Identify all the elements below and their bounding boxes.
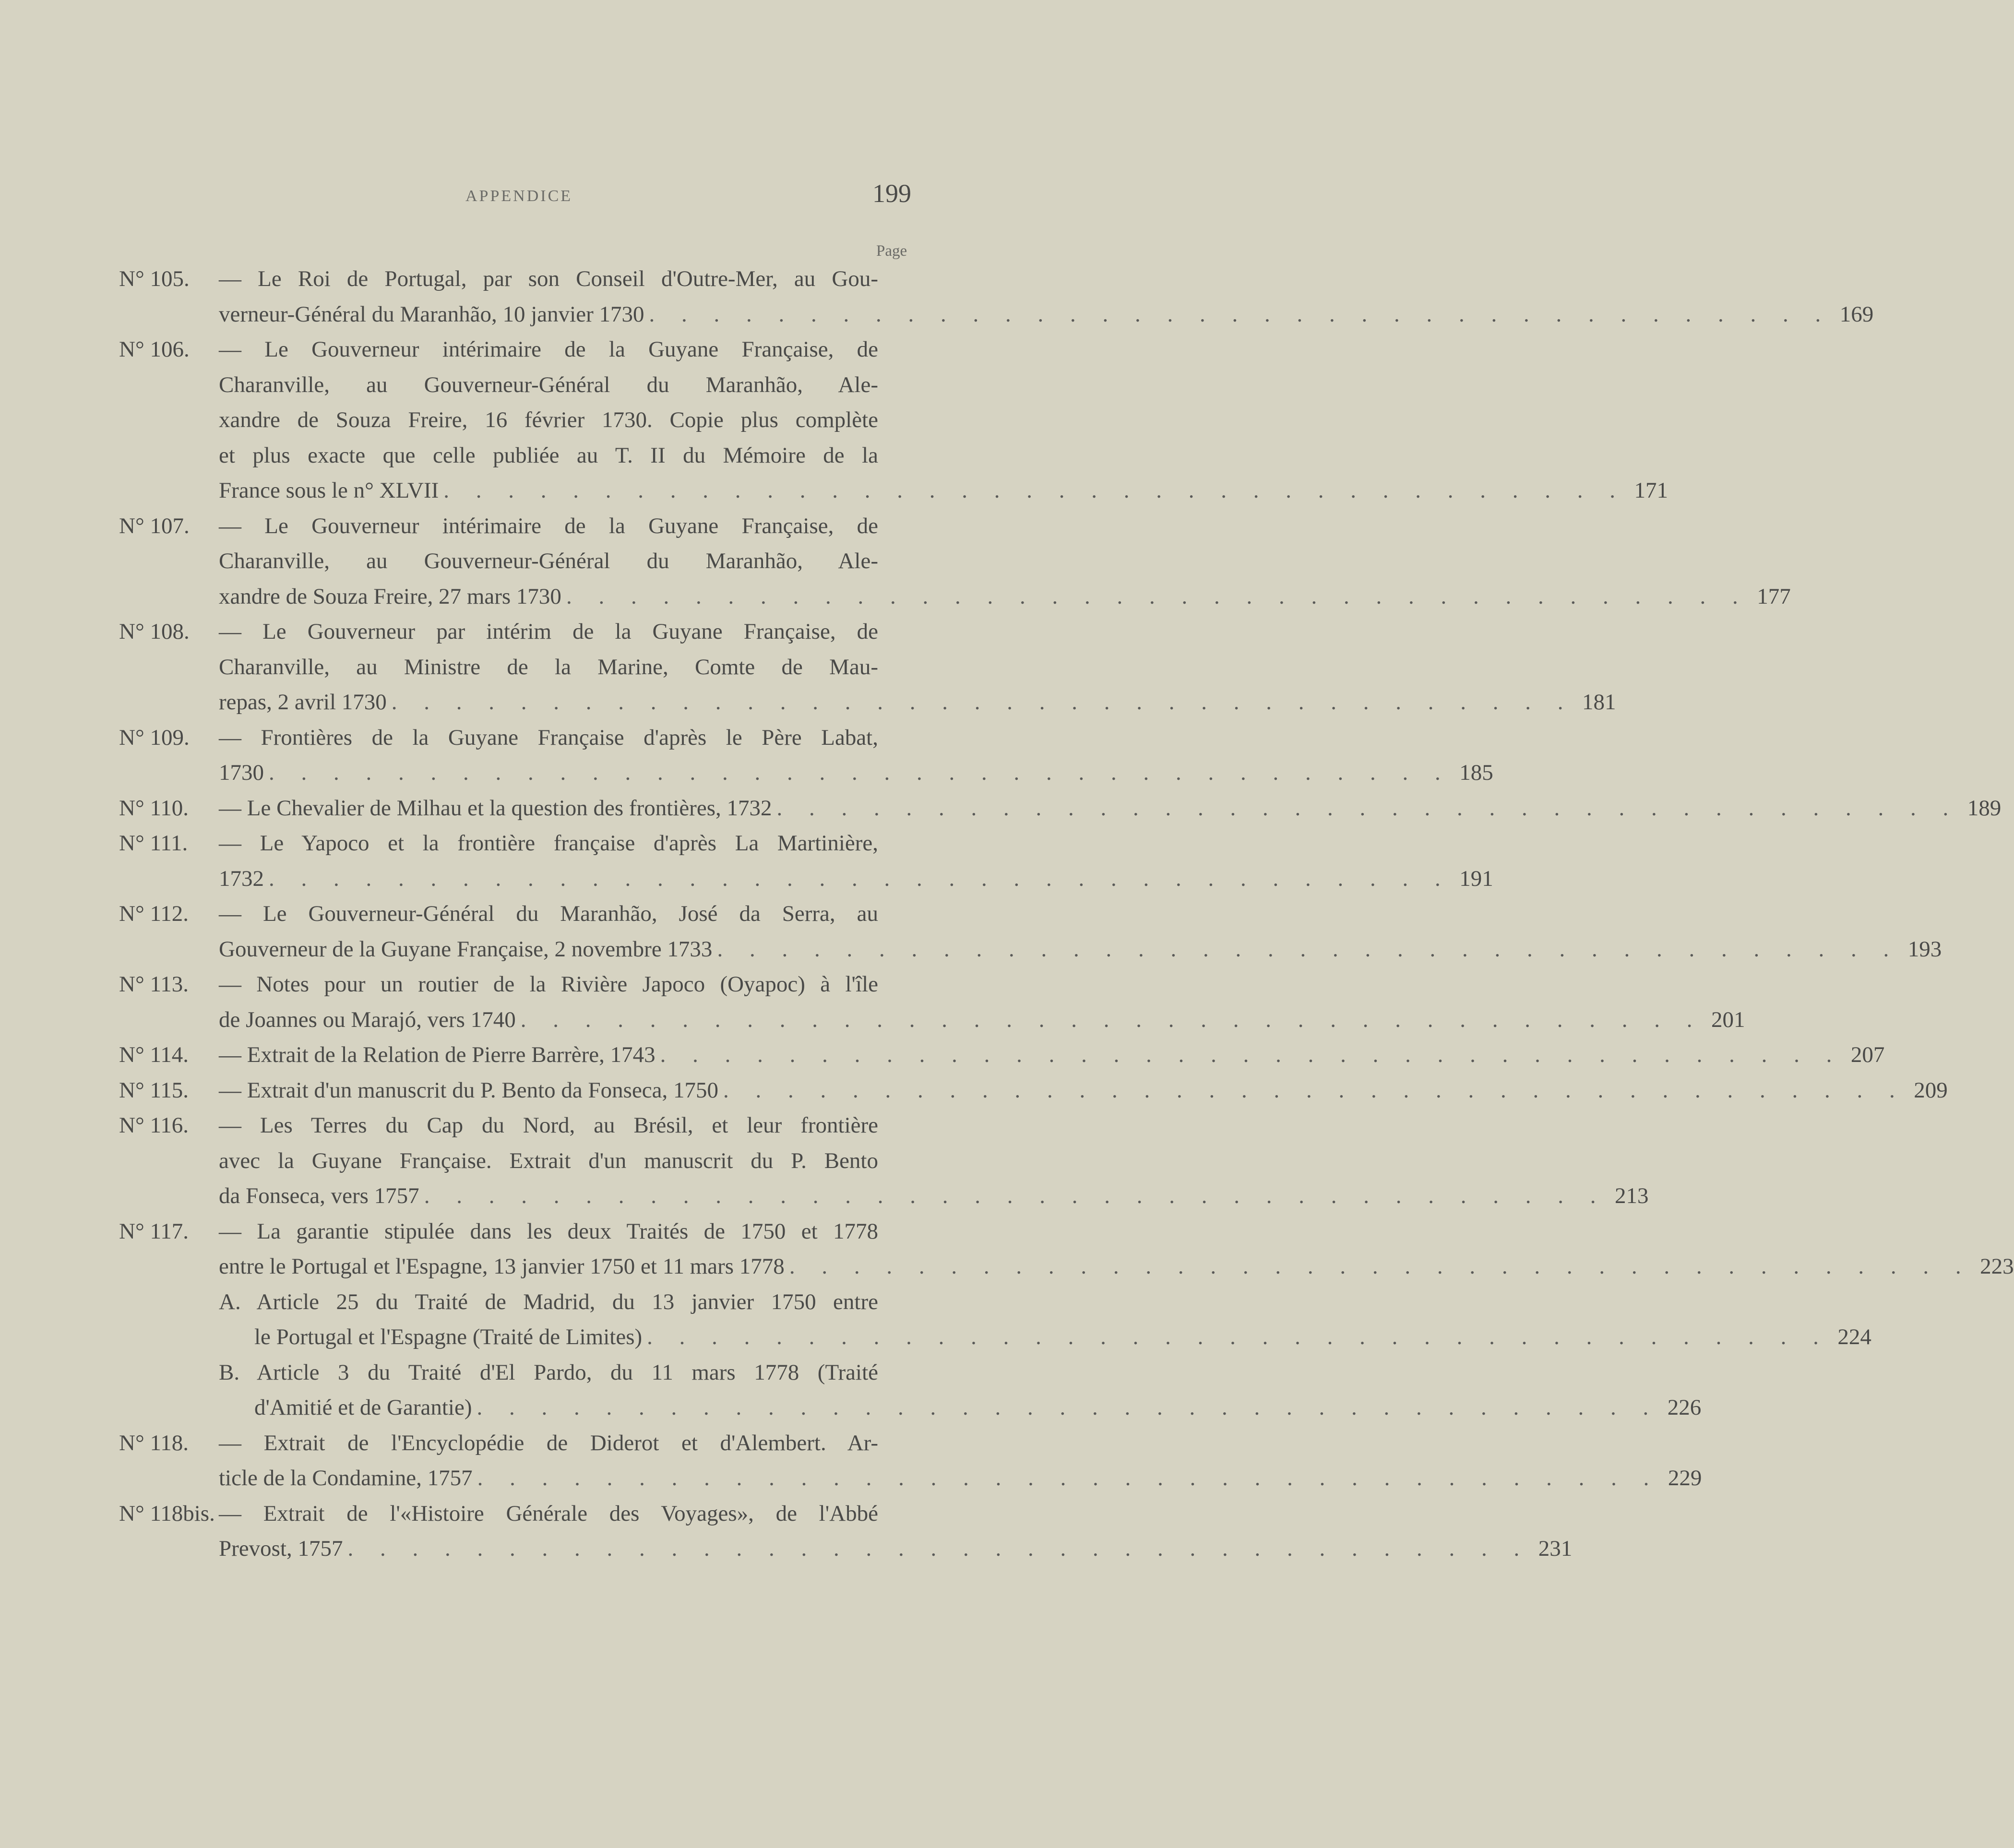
entry-line [219, 861, 1493, 897]
entry-page-number: 177 [1757, 584, 1791, 609]
entry-page-number: 224 [1837, 1324, 1871, 1349]
toc-entry [119, 1426, 1702, 1496]
entry-line [219, 826, 920, 861]
entry-text: France sous le n° XLVII [219, 478, 439, 503]
entry-line [254, 1390, 1702, 1426]
entry-page-number: 201 [1711, 1007, 1745, 1032]
entry-text: Gouverneur de la Guyane Française, 2 novembre 1733 [219, 936, 713, 962]
toc-entry [119, 967, 1745, 1037]
entry-line [219, 967, 920, 1002]
entry-number: N° 110. [119, 795, 189, 821]
entry-text: Prevost, 1757 [219, 1536, 343, 1561]
dot-leader: . . . . . . . . . . . . . . . . . . . . . . . . . . . . . . . . . . . . . [723, 1077, 1906, 1103]
dot-leader: . . . . . . . . . . . . . . . . . . . . . . . . . . . . . . . . . . . . . [789, 1254, 1972, 1279]
toc-entry [119, 262, 1874, 332]
entry-line [219, 1002, 1745, 1038]
entry-text: da Fonseca, vers 1757 [219, 1183, 419, 1208]
entry-line [219, 368, 920, 403]
entry-line [219, 1108, 920, 1144]
entry-number: N° 118bis. [119, 1501, 215, 1526]
dot-leader: . . . . . . . . . . . . . . . . . . . . . . . . . . . . . . . . . . . . . [649, 301, 1832, 327]
toc-entry [119, 896, 1942, 967]
page-header [0, 179, 1168, 217]
dot-leader: . . . . . . . . . . . . . . . . . . . . . . . . . . . . . . . . . . . . . [443, 478, 1626, 503]
dot-leader: . . . . . . . . . . . . . . . . . . . . . . . . . . . . . . . . . . . . . [717, 936, 1900, 962]
entry-line [219, 1144, 920, 1179]
entry-line [219, 791, 2002, 826]
entry-number: N° 113. [119, 972, 189, 997]
entry-page-number: 223 [1980, 1254, 2014, 1279]
entry-text: — Le Chevalier de Milhau et la question des frontières, 1732 [219, 795, 772, 821]
toc-entry [119, 1073, 1948, 1109]
entry-text: xandre de Souza Freire, 16 février 1730. Copie plus complète [219, 407, 878, 432]
entry-text: — Frontières de la Guyane Française d'après le Père Labat, [219, 725, 878, 750]
entry-number: N° 118. [119, 1430, 189, 1455]
entry-number: N° 106. [119, 337, 190, 362]
entry-text: — Le Roi de Portugal, par son Conseil d'Outre-Mer, au Gou- [219, 266, 878, 291]
entry-number: N° 115. [119, 1077, 189, 1103]
dot-leader: . . . . . . . . . . . . . . . . . . . . . . . . . . . . . . . . . . . . . [269, 866, 1451, 891]
dot-leader: . . . . . . . . . . . . . . . . . . . . . . . . . . . . . . . . . . . . . [477, 1466, 1660, 1490]
dot-leader: . . . . . . . . . . . . . . . . . . . . . . . . . . . . . . . . . . . . . [424, 1183, 1607, 1208]
entry-text: — La garantie stipulée dans les deux Traités de 1750 et 1778 [219, 1218, 878, 1244]
entry-line [219, 1073, 1948, 1109]
toc-entry [119, 1037, 1885, 1073]
page-number: 199 [872, 179, 911, 208]
toc-entry [119, 720, 1493, 791]
entry-line [219, 403, 920, 438]
dot-leader: . . . . . . . . . . . . . . . . . . . . . . . . . . . . . . . . . . . . . [477, 1395, 1659, 1420]
entry-line [219, 544, 920, 579]
entry-line [219, 1037, 1885, 1073]
entry-line [219, 1531, 1573, 1567]
entry-text: ticle de la Condamine, 1757 [219, 1466, 473, 1490]
entry-text: — Le Gouverneur-Général du Maranhão, José da Serra, au [219, 901, 878, 926]
entry-text: — Le Yapoco et la frontière française d'après La Martinière, [219, 831, 878, 856]
entry-line [219, 579, 1791, 615]
entry-line [219, 1355, 920, 1391]
entry-line [219, 932, 1942, 967]
dot-leader: . . . . . . . . . . . . . . . . . . . . . . . . . . . . . . . . . . . . . [647, 1324, 1829, 1349]
entry-page-number: 191 [1459, 866, 1493, 891]
toc-entry [119, 332, 1668, 509]
entry-page-number: 171 [1634, 478, 1668, 503]
entry-line [219, 438, 920, 474]
dot-leader: . . . . . . . . . . . . . . . . . . . . . . . . . . . . . . . . . . . . . [269, 760, 1451, 785]
entry-line [219, 1426, 920, 1461]
toc-entry [119, 509, 1791, 615]
entry-line [219, 332, 920, 368]
dot-leader: . . . . . . . . . . . . . . . . . . . . . . . . . . . . . . . . . . . . . [347, 1536, 1530, 1561]
entry-text: — Notes pour un routier de la Rivière Japoco (Oyapoc) à l'île [219, 972, 878, 997]
entry-text: repas, 2 avril 1730 [219, 690, 387, 715]
entry-text: Charanville, au Ministre de la Marine, Comte de Mau- [219, 654, 878, 680]
entry-line [219, 896, 920, 932]
entry-line [219, 614, 920, 650]
entry-line [219, 720, 920, 756]
entry-line [254, 1320, 1871, 1355]
entry-number: N° 108. [119, 619, 190, 644]
entry-number: N° 109. [119, 725, 190, 750]
entry-text: 1732 [219, 866, 264, 891]
entry-text: xandre de Souza Freire, 27 mars 1730 [219, 584, 561, 609]
entry-text: B. Article 3 du Traité d'El Pardo, du 11 mars 1778 (Traité [219, 1359, 878, 1385]
entry-line [219, 1249, 2014, 1285]
entry-text: de Joannes ou Marajó, vers 1740 [219, 1007, 516, 1032]
entry-line [219, 685, 1616, 720]
entry-text: — Extrait de l'«Histoire Générale des Voyages», de l'Abbé [219, 1501, 878, 1526]
entry-text: — Le Gouverneur intérimaire de la Guyane Française, de [219, 337, 878, 362]
entry-page-number: 207 [1850, 1042, 1885, 1067]
entry-page-number: 181 [1582, 690, 1616, 715]
toc-entry [119, 1214, 2014, 1426]
entry-text: le Portugal et l'Espagne (Traité de Limites) [254, 1324, 643, 1349]
entry-number: N° 116. [119, 1113, 189, 1138]
entry-text: — Les Terres du Cap du Nord, au Brésil, et leur frontière [219, 1113, 878, 1138]
entry-text: Charanville, au Gouverneur-Général du Maranhão, Ale- [219, 372, 878, 397]
entry-text: et plus exacte que celle publiée au T. II du Mémoire de la [219, 442, 878, 468]
entry-line [219, 262, 920, 297]
entry-line [219, 297, 1874, 333]
toc-entry [119, 1108, 1649, 1214]
entry-page-number: 213 [1614, 1183, 1649, 1208]
entry-number: N° 114. [119, 1042, 189, 1067]
entry-text: avec la Guyane Française. Extrait d'un manuscrit du P. Bento [219, 1148, 878, 1173]
entry-line [219, 1496, 920, 1532]
entry-line [219, 1461, 1702, 1496]
entry-number: N° 117. [119, 1218, 189, 1244]
entry-text: — Le Gouverneur intérimaire de la Guyane Française, de [219, 513, 878, 538]
page-column-label: Page [876, 242, 907, 260]
entry-text: verneur-Général du Maranhão, 10 janvier 1730 [219, 301, 644, 327]
entry-page-number: 169 [1839, 301, 1874, 327]
entry-line [219, 1214, 920, 1250]
entry-number: N° 111. [119, 831, 188, 856]
entry-line [219, 650, 920, 685]
entry-page-number: 189 [1967, 795, 2002, 821]
toc-entry [119, 826, 1493, 896]
entry-text: Charanville, au Gouverneur-Général du Maranhão, Ale- [219, 548, 878, 573]
entry-number: N° 107. [119, 513, 190, 538]
entry-line [219, 1179, 1649, 1214]
toc-entry [119, 1496, 1573, 1567]
toc-entry [119, 614, 1616, 720]
entry-line [219, 473, 1668, 509]
entry-number: N° 112. [119, 901, 189, 926]
dot-leader: . . . . . . . . . . . . . . . . . . . . . . . . . . . . . . . . . . . . . [566, 584, 1749, 609]
entry-page-number: 209 [1914, 1077, 1948, 1103]
entry-page-number: 185 [1459, 760, 1493, 785]
entry-text: — Extrait de la Relation de Pierre Barrère, 1743 [219, 1042, 655, 1067]
entry-line [219, 755, 1493, 791]
dot-leader: . . . . . . . . . . . . . . . . . . . . . . . . . . . . . . . . . . . . . [776, 795, 1959, 821]
running-title: APPENDICE [465, 187, 573, 205]
entry-line [219, 509, 920, 544]
entry-page-number: 226 [1667, 1395, 1702, 1420]
entry-text: entre le Portugal et l'Espagne, 13 janvier 1750 et 11 mars 1778 [219, 1254, 785, 1279]
dot-leader: . . . . . . . . . . . . . . . . . . . . . . . . . . . . . . . . . . . . . [520, 1007, 1703, 1032]
entry-page-number: 229 [1668, 1466, 1702, 1490]
entry-line [219, 1285, 920, 1320]
toc-entry [119, 791, 2002, 826]
entry-text: 1730 [219, 760, 264, 785]
entry-page-number: 231 [1538, 1536, 1573, 1561]
entry-text: — Extrait de l'Encyclopédie de Diderot et d'Alembert. Ar- [219, 1430, 878, 1455]
dot-leader: . . . . . . . . . . . . . . . . . . . . . . . . . . . . . . . . . . . . . [660, 1042, 1843, 1067]
entry-text: d'Amitié et de Garantie) [254, 1395, 472, 1420]
dot-leader: . . . . . . . . . . . . . . . . . . . . . . . . . . . . . . . . . . . . . [391, 690, 1574, 715]
entry-text: — Le Gouverneur par intérim de la Guyane Française, de [219, 619, 878, 644]
entry-page-number: 193 [1907, 936, 1942, 962]
entry-text: — Extrait d'un manuscrit du P. Bento da Fonseca, 1750 [219, 1077, 719, 1103]
table-of-contents [119, 262, 2014, 1567]
entry-number: N° 105. [119, 266, 190, 291]
entry-text: A. Article 25 du Traité de Madrid, du 13 janvier 1750 entre [219, 1289, 878, 1314]
